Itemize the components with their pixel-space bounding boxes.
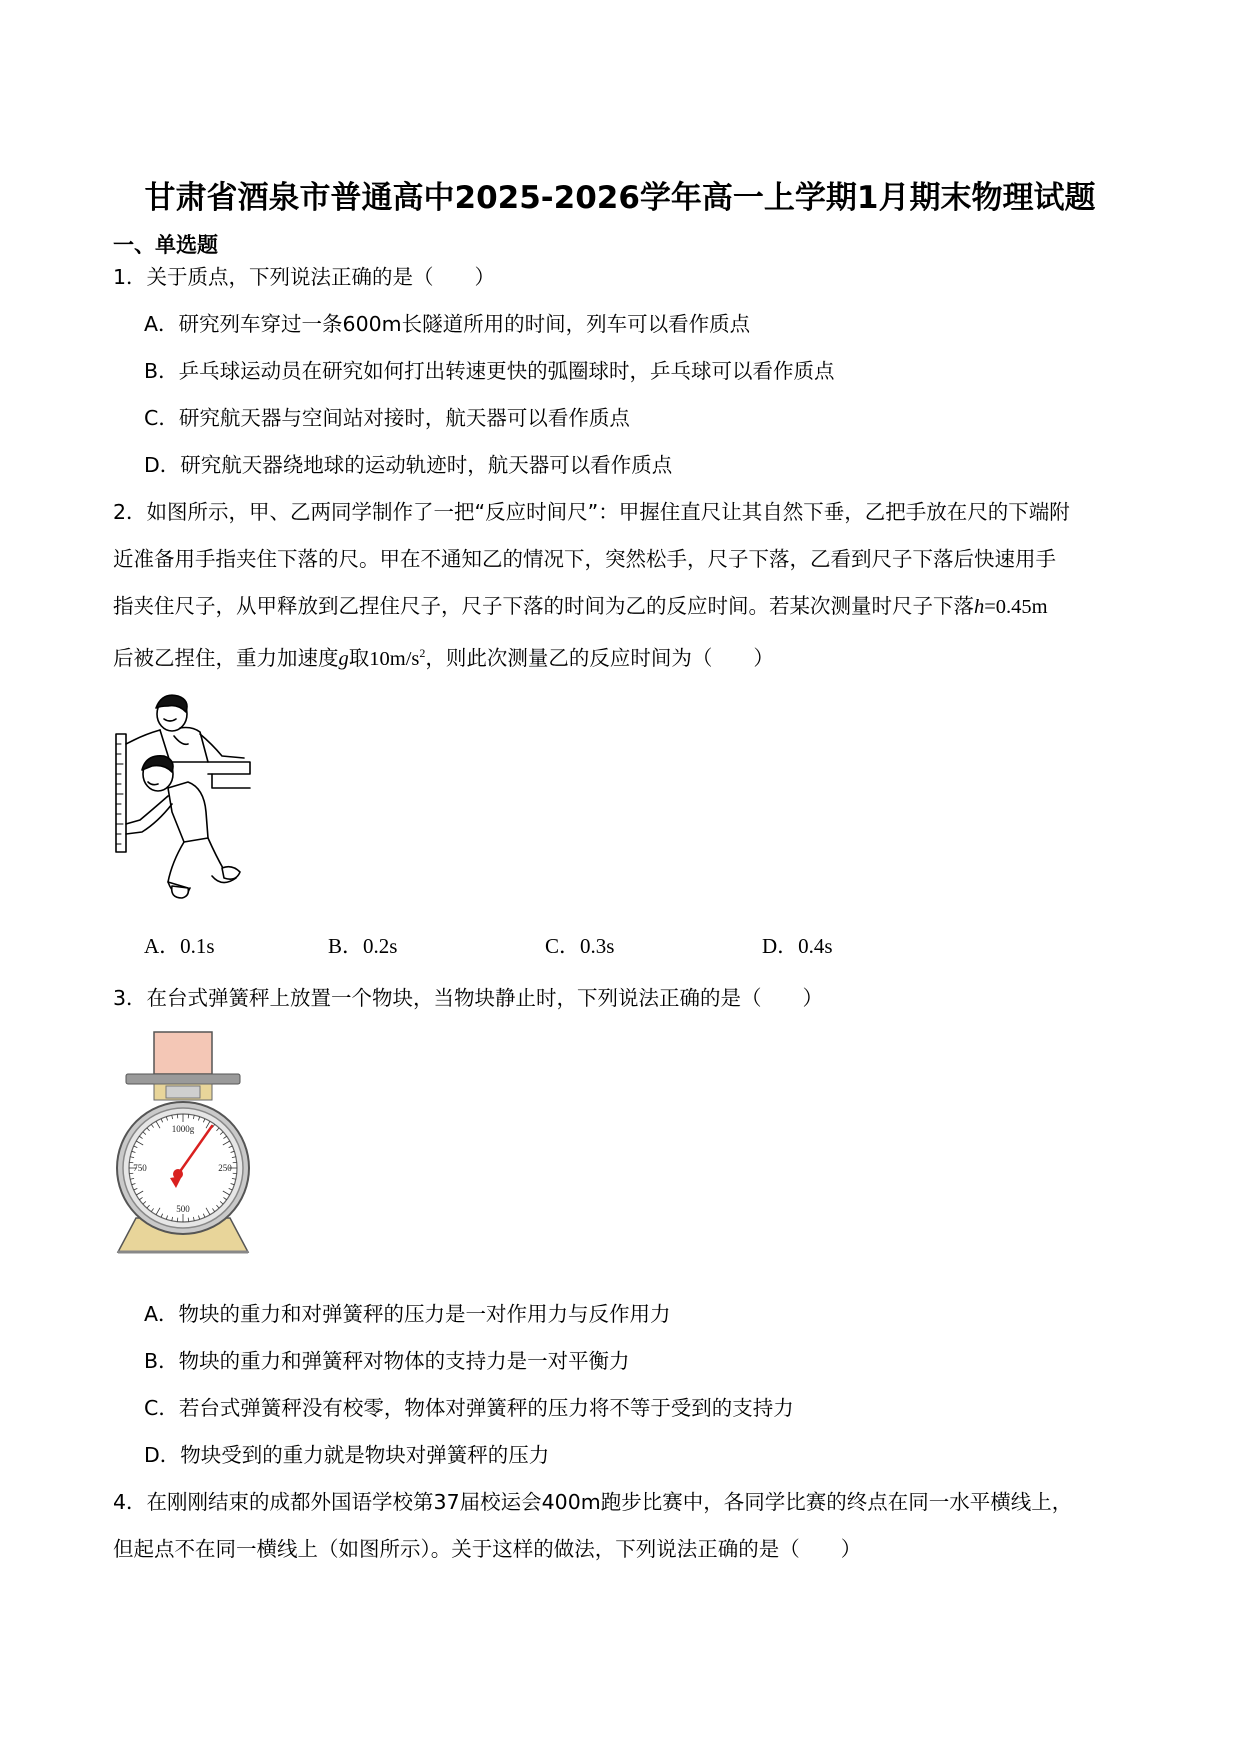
q1-option-d: D．研究航天器绕地球的运动轨迹时，航天器可以看作质点	[144, 453, 673, 477]
q1-stem: 1．关于质点，下列说法正确的是（ ）	[113, 265, 496, 289]
q2-stem-line-2: 近准备用手指夹住下落的尺。甲在不通知乙的情况下，突然松手，尺子下落，乙看到尺子下落后快速用手	[113, 547, 1056, 571]
q2-line-4-end: ，则此次测量乙的反应时间为（ ）	[425, 645, 774, 670]
page-title: 甘肃省酒泉市普通高中2025-2026学年高一上学期1月期末物理试题	[144, 180, 1096, 216]
q2-line-4-text: 后被乙捏住，重力加速度	[113, 645, 339, 670]
q3-stem: 3．在台式弹簧秤上放置一个物块，当物块静止时，下列说法正确的是（ ）	[113, 986, 824, 1010]
scale-label-right: 250	[218, 1163, 232, 1173]
q2-line-4-mid: 取	[348, 645, 370, 670]
q2-line-3-text: 指夹住尺子，从甲释放到乙捏住尺子，尺子下落的时间为乙的反应时间。若某次测量时尺子下落	[113, 594, 974, 618]
q2-value-g-exponent: 2	[419, 646, 426, 660]
q2-stem-line-1: 2．如图所示，甲、乙两同学制作了一把“反应时间尺”：甲握住直尺让其自然下垂，乙把手放在尺的下端附	[113, 500, 1070, 524]
q2-stem-line-3	[113, 592, 1048, 621]
q2-value-h: =0.45m	[984, 596, 1048, 618]
reaction-ruler-figure	[112, 692, 257, 902]
scale-label-top: 1000g	[171, 1124, 195, 1134]
spring-scale-figure	[112, 1028, 254, 1260]
q2-option-c: C．0.3s	[545, 934, 615, 958]
q2-option-b: B．0.2s	[328, 934, 398, 958]
q4-stem-line-1: 4．在刚刚结束的成都外国语学校第37届校运会400m跑步比赛中，各同学比赛的终点在同一水平横线上，	[113, 1490, 1073, 1514]
q3-option-d: D．物块受到的重力就是物块对弹簧秤的压力	[144, 1443, 550, 1467]
section-heading: 一、单选题	[113, 233, 218, 257]
q2-var-h: h	[974, 596, 985, 618]
q2-value-g: 10m/s	[369, 647, 420, 670]
q3-option-c: C．若台式弹簧秤没有校零，物体对弹簧秤的压力将不等于受到的支持力	[144, 1396, 794, 1420]
q3-option-a: A．物块的重力和对弹簧秤的压力是一对作用力与反作用力	[144, 1302, 671, 1326]
q1-option-b: B．乒乓球运动员在研究如何打出转速更快的弧圈球时，乒乓球可以看作质点	[144, 359, 835, 383]
q2-option-d: D．0.4s	[762, 934, 833, 958]
q1-option-c: C．研究航天器与空间站对接时，航天器可以看作质点	[144, 406, 630, 430]
scale-label-bottom: 500	[176, 1204, 190, 1214]
q1-option-a: A．研究列车穿过一条600m长隧道所用的时间，列车可以看作质点	[144, 312, 751, 336]
q3-option-b: B．物块的重力和弹簧秤对物体的支持力是一对平衡力	[144, 1349, 630, 1373]
q2-option-a: A．0.1s	[144, 934, 215, 958]
q4-stem-line-2: 但起点不在同一横线上（如图所示）。关于这样的做法，下列说法正确的是（ ）	[113, 1537, 862, 1561]
q2-stem-line-4	[113, 639, 774, 673]
q2-var-g: g	[338, 647, 349, 670]
scale-label-left: 750	[133, 1163, 147, 1173]
